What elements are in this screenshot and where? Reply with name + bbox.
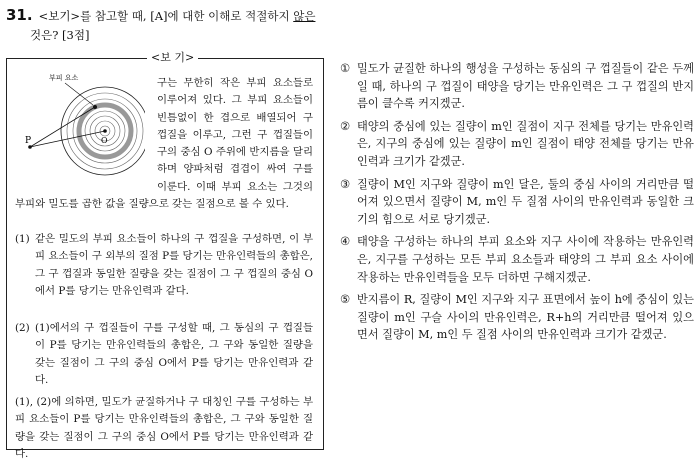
choice-marker: ⑤: [340, 293, 351, 307]
choice-text: 태양의 중심에 있는 질량이 m인 질점이 지구 전체를 당기는 만유인력은, 지구의 중심에 있는 질량이 m인 질점이 태양 전체를 당기는 만유인력과 크기가 같겠군.: [357, 119, 694, 168]
bogi-item-marker: (1): [15, 233, 30, 245]
choice-5[interactable]: [340, 291, 694, 344]
question-text: <보기>를 참고할 때, [A]에 대한 이해로 적절하지: [38, 9, 294, 23]
bogi-item-2: [15, 320, 313, 389]
answer-choices: [340, 60, 694, 349]
choice-3[interactable]: [340, 176, 694, 229]
bogi-box: [6, 51, 324, 460]
bogi-item-text: 같은 밀도의 부피 요소들이 하나의 구 껍질을 구성하면, 이 부피 요소들이 구 외부의 질점 P를 당기는 만유인력들의 총합은, 그 구 껍질과 동일한 질량을 갖는 질점이 그 구 껍질의 중심 O에서 P를 당기는 만유인력과 같다.: [35, 233, 313, 297]
question-header: [6, 6, 346, 45]
choice-marker: ②: [340, 119, 351, 133]
choice-text: 태양을 구성하는 하나의 부피 요소와 지구 사이에 작용하는 만유인력은, 지구를 구성하는 모든 부피 요소들과 태양의 그 부피 요소 사이에 작용하는 만유인력들을 모두 더하면 구해지겠군.: [357, 235, 694, 284]
question-text-line2: 것은? [3점]: [30, 28, 90, 42]
choice-2[interactable]: [340, 118, 694, 171]
choice-text: 반지름이 R, 질량이 M인 지구와 지구 표면에서 높이 h에 중심이 있는 질량이 m인 구슬 사이의 만유인력은, R+h의 거리만큼 떨어져 있으면서 질량이 M, m인 두 질점 사이의 만유인력과 크기가 같겠군.: [357, 293, 694, 342]
label-p: P: [25, 136, 32, 146]
bogi-intro: [15, 75, 313, 213]
bogi-intro-text: 구는 무한히 작은 부피 요소들로 이루어져 있다. 그 부피 요소들이 빈틈없이 한 겹으로 배열되어 구 껍질을 이루고, 그런 구 껍질들이 구의 중심 O 주위에 반지름을 달리하며 양파처럼 겹겹이 싸여 구를 이룬다. 이때 부피 요소는 그것의 부피와 밀도를 곱한 값을 질량으로 갖는 질점으로 볼 수 있다.: [15, 77, 313, 211]
choice-marker: ①: [340, 62, 351, 75]
choice-marker: ④: [340, 235, 351, 249]
bogi-item-marker: (2): [15, 322, 30, 334]
bogi-item-text: (1)에서의 구 껍질들이 구를 구성할 때, 그 동심의 구 껍질들이 P를 당기는 만유인력들의 총합은, 그 구와 동일한 질량을 갖는 질점이 그 구의 중심 O에서 P를 당기는 만유인력과 같다.: [35, 322, 313, 386]
choice-text: 밀도가 균질한 하나의 행성을 구성하는 동심의 구 껍질들이 같은 두께일 때, 하나의 구 껍질이 태양을 당기는 만유인력은 그 구 껍질의 반지름이 클수록 커지겠군.: [357, 62, 694, 111]
question-underlined-word: 않은: [293, 9, 316, 23]
bogi-item-1: [15, 231, 313, 300]
choice-4[interactable]: [340, 233, 694, 286]
label-o: O: [101, 136, 108, 145]
choice-marker: ③: [340, 177, 351, 191]
choice-1[interactable]: [340, 60, 694, 113]
choice-text: 질량이 M인 지구와 질량이 m인 달은, 둘의 중심 사이의 거리만큼 떨어져 있으면서 질량이 M, m인 두 질점 사이의 만유인력과 동일한 크기의 힘으로 서로 당기겠군.: [357, 177, 694, 226]
bogi-title: <보 기>: [147, 50, 198, 66]
bogi-conclusion: (1), (2)에 의하면, 밀도가 균질하거나 구 대칭인 구를 구성하는 부피 요소들이 P를 당기는 만유인력들의 총합은, 그 구와 동일한 질량을 갖는 질점이 그 구의 중심 O에서 P를 당기는 만유인력과 같다.: [15, 396, 313, 460]
label-volume-element: 부피 요소: [49, 74, 79, 82]
question-number: 31.: [6, 6, 33, 24]
